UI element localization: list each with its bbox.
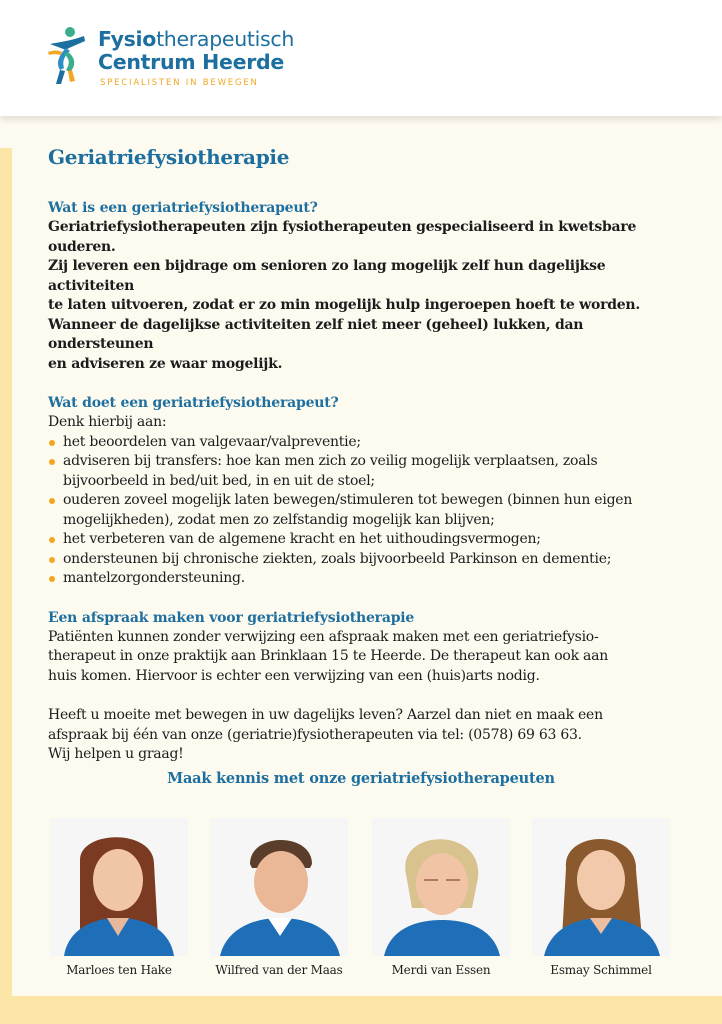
decorative-bottom-bar — [0, 996, 722, 1024]
therapist-photo — [210, 818, 348, 956]
text-line: Patiënten kunnen zonder verwijzing een afspraak maken met een geriatriefysio- — [48, 628, 599, 645]
section-text-what-is — [48, 218, 688, 374]
bullet-icon — [49, 537, 55, 543]
activity-list — [48, 433, 688, 589]
bullet-icon — [49, 498, 55, 504]
text-line: Zij leveren een bijdrage om senioren zo lang mogelijk zelf hun dagelijkse activiteiten — [48, 258, 606, 294]
therapist-name: Esmay Schimmel — [550, 963, 652, 977]
list-item: het verbeteren van de algemene kracht en het uithoudingsvermogen; — [48, 530, 688, 550]
page-title: Geriatriefysiotherapie — [48, 145, 290, 169]
therapist-photo — [532, 818, 670, 956]
text-line: Wij helpen u graag! — [48, 746, 184, 762]
section-heading-appointment: Een afspraak maken voor geriatriefysiotherapie — [48, 609, 415, 626]
list-item: adviseren bij transfers: hoe kan men zich zo veilig mogelijk verplaatsen, zoals bijvoorbeeld in bed/uit bed, in en uit de stoel; — [48, 452, 688, 491]
text-line: en adviseren ze waar mogelijk. — [48, 355, 283, 372]
list-item: mantelzorgondersteuning. — [48, 569, 688, 589]
therapist-photo — [372, 818, 510, 956]
list-item: ondersteunen bij chronische ziekten, zoals bijvoorbeeld Parkinson en dementie; — [48, 550, 688, 570]
logo-line-1: Fysiotherapeutisch — [98, 27, 295, 51]
section-intro: Denk hierbij aan: — [48, 414, 167, 430]
text-line: Wanneer de dagelijkse activiteiten zelf niet meer (geheel) lukken, dan ondersteunen — [48, 316, 584, 352]
section-heading-what-does: Wat doet een geriatriefysiotherapeut? — [48, 395, 339, 411]
text-line: Geriatriefysiotherapeuten zijn fysiotherapeuten gespecialiseerd in kwetsbare — [48, 219, 637, 235]
list-item: ouderen zoveel mogelijk laten bewegen/stimuleren tot bewegen (binnen hun eigen mogelijkheden), zodat men zo zelfstandig mogelijk kan blijven; — [48, 491, 688, 530]
therapist-name: Merdi van Essen — [391, 963, 491, 977]
therapist-name: Marloes ten Hake — [66, 963, 172, 977]
page-header — [0, 0, 722, 116]
text-line: ouderen. — [48, 238, 116, 255]
text-line: te laten uitvoeren, zodat er zo min mogelijk hulp ingeroepen hoeft te worden. — [48, 297, 640, 313]
text-line: therapeut in onze praktijk aan Brinklaan 15 te Heerde. De therapeut kan ook aan — [48, 648, 608, 664]
bullet-icon — [49, 576, 55, 582]
therapist-photo — [50, 818, 188, 956]
section-heading-what-is: Wat is een geriatriefysiotherapeut? — [48, 200, 318, 216]
list-item: het beoordelen van valgevaar/valpreventie; — [48, 433, 688, 453]
text-line: afspraak bij één van onze (geriatrie)fysiotherapeuten via tel: (0578) 69 63 63. — [48, 726, 582, 743]
therapist-name: Wilfred van der Maas — [215, 963, 343, 977]
bullet-icon — [49, 459, 55, 465]
appointment-paragraph-2 — [48, 706, 688, 765]
main-content — [48, 143, 688, 765]
bullet-icon — [49, 440, 55, 446]
decorative-side-bar — [0, 148, 12, 998]
logo-figure-icon — [46, 26, 88, 86]
logo-line-2: Centrum Heerde — [98, 50, 284, 74]
appointment-paragraph-1 — [48, 628, 688, 687]
logo-tagline: SPECIALISTEN IN BEWEGEN — [100, 78, 259, 88]
text-line: huis komen. Hiervoor is echter een verwijzing van een (huis)arts nodig. — [48, 667, 540, 684]
team-heading: Maak kennis met onze geriatriefysiotherapeuten — [167, 770, 555, 787]
text-line: Heeft u moeite met bewegen in uw dagelijks leven? Aarzel dan niet en maak een — [48, 707, 603, 723]
bullet-icon — [49, 557, 55, 563]
